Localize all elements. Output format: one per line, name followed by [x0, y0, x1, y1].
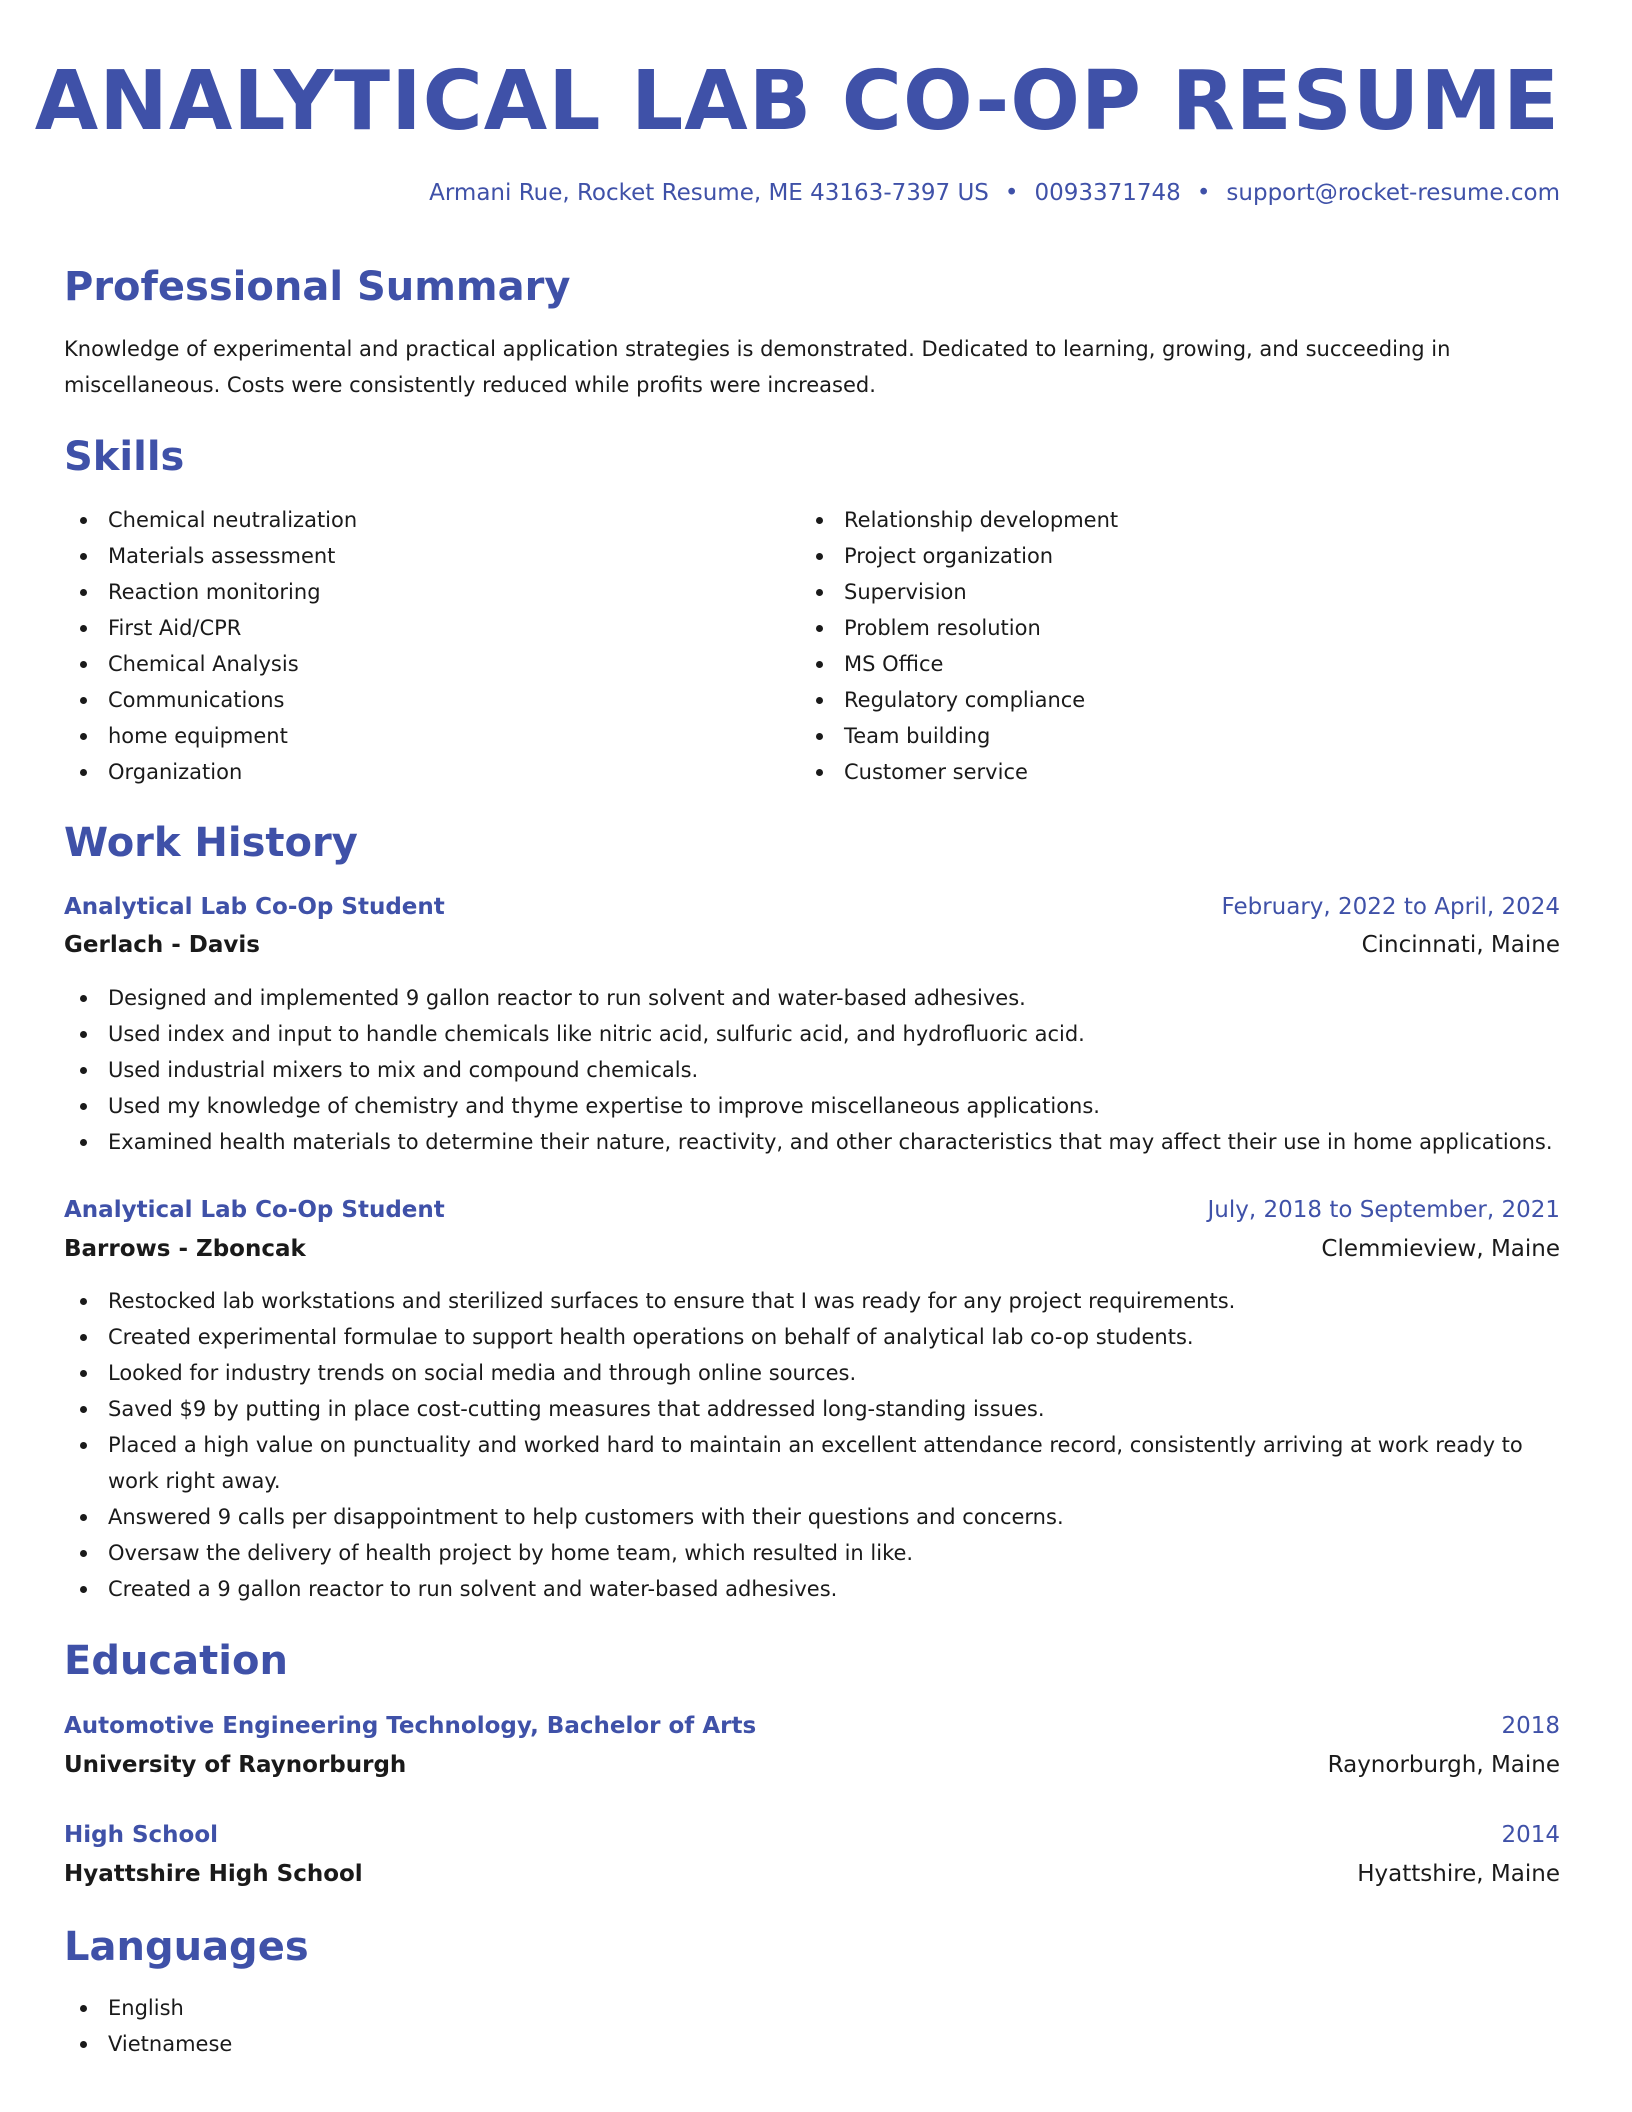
education-heading: Education — [64, 1638, 288, 1684]
skills-heading: Skills — [64, 434, 185, 480]
skill-item: Organization — [64, 754, 764, 790]
job-bullets — [64, 980, 1560, 1160]
skill-item: Project organization — [800, 538, 1500, 574]
education-degree-row — [64, 1816, 1560, 1854]
languages-heading: Languages — [64, 1924, 309, 1970]
job-bullet: Saved $9 by putting in place cost-cutting measures that addressed long-standing issues. — [64, 1391, 1524, 1427]
skill-item: Customer service — [800, 754, 1500, 790]
skill-item: home equipment — [64, 718, 764, 754]
job-title: Analytical Lab Co-Op Student — [64, 1197, 445, 1223]
job-bullet: Used index and input to handle chemicals like nitric acid, sulfuric acid, and hydrofluoric acid. — [64, 1016, 1560, 1052]
skill-item: Team building — [800, 718, 1500, 754]
language-item: Vietnamese — [64, 2026, 1560, 2062]
resume-title: ANALYTICAL LAB CO-OP RESUME — [34, 54, 1560, 149]
education-school-row — [64, 1855, 1560, 1893]
job-bullet: Oversaw the delivery of health project by home team, which resulted in like. — [64, 1535, 1524, 1571]
education-school: University of Raynorburgh — [64, 1752, 407, 1778]
contact-email[interactable]: support@rocket-resume.com — [1226, 180, 1560, 206]
skill-item: Chemical Analysis — [64, 646, 764, 682]
contact-phone: 0093371748 — [1034, 180, 1181, 206]
skill-item: Relationship development — [800, 502, 1500, 538]
education-year: 2014 — [1501, 1822, 1560, 1848]
job-bullet: Examined health materials to determine their nature, reactivity, and other characteristics that may affect their use in home applications. — [64, 1124, 1560, 1160]
education-location: Raynorburgh, Maine — [1327, 1752, 1560, 1778]
summary-heading: Professional Summary — [64, 264, 571, 310]
job-title-row — [64, 888, 1560, 926]
contact-line — [429, 178, 1560, 208]
job-bullet: Created experimental formulae to support health operations on behalf of analytical lab co-op students. — [64, 1319, 1524, 1355]
skill-item: Regulatory compliance — [800, 682, 1500, 718]
job-company: Gerlach - Davis — [64, 932, 260, 958]
job-location: Clemmieview, Maine — [1321, 1236, 1560, 1262]
skill-item: Reaction monitoring — [64, 574, 764, 610]
education-degree: Automotive Engineering Technology, Bachelor of Arts — [64, 1713, 757, 1739]
skill-item: Chemical neutralization — [64, 502, 764, 538]
job-bullet: Used industrial mixers to mix and compound chemicals. — [64, 1052, 1560, 1088]
skill-item: MS Office — [800, 646, 1500, 682]
skills-list-right — [800, 502, 1500, 790]
contact-separator: • — [1196, 180, 1211, 206]
job-dates: July, 2018 to September, 2021 — [1207, 1197, 1560, 1223]
language-item: English — [64, 1990, 1560, 2026]
skills-list-left — [64, 502, 764, 790]
job-bullet: Created a 9 gallon reactor to run solvent and water-based adhesives. — [64, 1571, 1524, 1607]
job-company-row — [64, 926, 1560, 964]
languages-list — [64, 1990, 1560, 2062]
contact-address: Armani Rue, Rocket Resume, ME 43163-7397 US — [429, 180, 989, 206]
job-bullet: Restocked lab workstations and sterilized surfaces to ensure that I was ready for any project requirements. — [64, 1283, 1524, 1319]
job-bullet: Used my knowledge of chemistry and thyme expertise to improve miscellaneous applications. — [64, 1088, 1560, 1124]
contact-separator: • — [1004, 180, 1019, 206]
summary-text: Knowledge of experimental and practical application strategies is demonstrated. Dedicated to learning, growing, and succeeding in miscellaneous. Costs were consistently reduced while profits were increased. — [64, 337, 1451, 397]
education-year: 2018 — [1501, 1713, 1560, 1739]
skill-item: Problem resolution — [800, 610, 1500, 646]
job-title: Analytical Lab Co-Op Student — [64, 894, 445, 920]
job-bullet: Designed and implemented 9 gallon reactor to run solvent and water-based adhesives. — [64, 980, 1560, 1016]
skill-item: Materials assessment — [64, 538, 764, 574]
job-location: Cincinnati, Maine — [1361, 932, 1560, 958]
job-company-row — [64, 1230, 1560, 1268]
education-location: Hyattshire, Maine — [1357, 1861, 1560, 1887]
resume-page — [34, 0, 1560, 2112]
job-bullets — [64, 1283, 1524, 1607]
skill-item: Supervision — [800, 574, 1500, 610]
education-school-row — [64, 1746, 1560, 1784]
work-heading: Work History — [64, 820, 358, 866]
job-dates: February, 2022 to April, 2024 — [1221, 894, 1560, 920]
skill-item: Communications — [64, 682, 764, 718]
education-degree-row — [64, 1707, 1560, 1745]
job-title-row — [64, 1191, 1560, 1229]
job-company: Barrows - Zboncak — [64, 1236, 306, 1262]
education-school: Hyattshire High School — [64, 1861, 363, 1887]
education-degree: High School — [64, 1822, 219, 1848]
job-bullet: Placed a high value on punctuality and worked hard to maintain an excellent attendance record, consistently arriving at work ready to work right away. — [64, 1427, 1524, 1499]
job-bullet: Answered 9 calls per disappointment to help customers with their questions and concerns. — [64, 1499, 1524, 1535]
job-bullet: Looked for industry trends on social media and through online sources. — [64, 1355, 1524, 1391]
skill-item: First Aid/CPR — [64, 610, 764, 646]
